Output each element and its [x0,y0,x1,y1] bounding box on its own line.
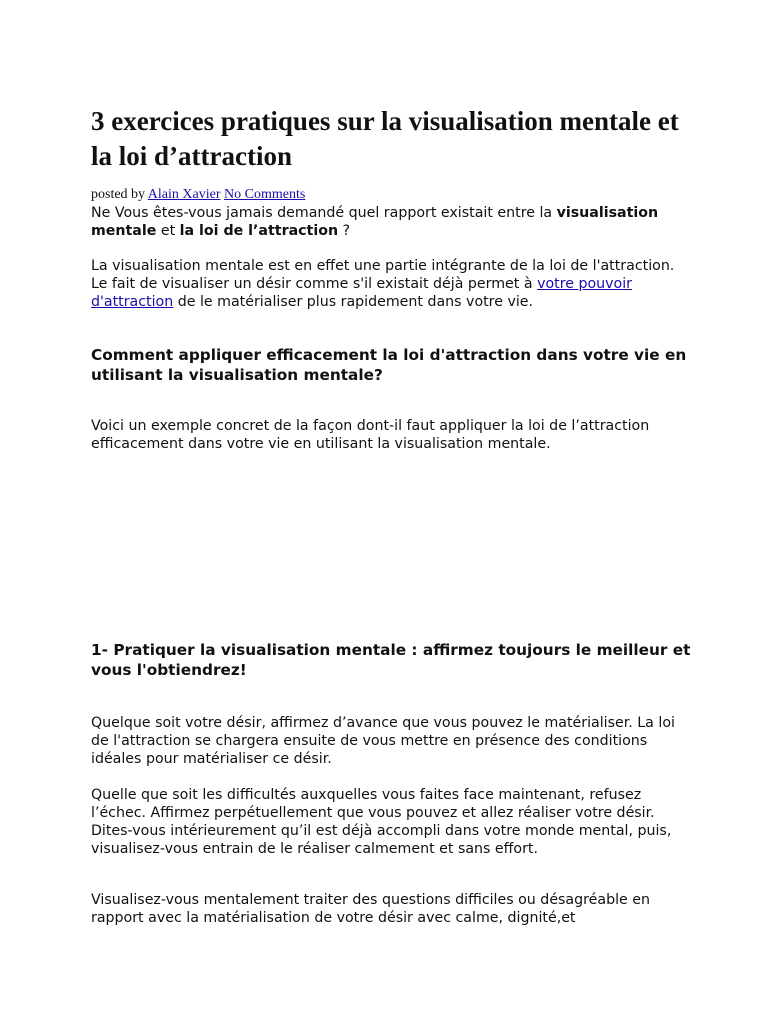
intro-text-1: Ne Vous êtes-vous jamais demandé quel rapport existait entre la [91,205,557,221]
paragraph-4: Quelle que soit les difficultés auxquelles vous faites face maintenant, refusez l’échec. Affirmez perpétuellement que vous pouvez et allez réaliser votre désir. Dites-vous intérieurement qu’il est déjà accompli dans votre monde mental, puis, visualisez-vous entrain de le réaliser calmement et sans effort. [91,787,672,857]
author-link[interactable]: Alain Xavier [147,187,221,202]
post-meta [91,186,305,204]
section-heading-2: 1- Pratiquer la visualisation mentale : affirmez toujours le meilleur et vous l'obtiendrez! [91,641,691,679]
paragraph-1 [91,257,691,311]
intro-bold-visualisation: visualisation mentale [91,205,659,239]
posted-by-label: posted by [91,187,146,202]
paragraph-1-text-before: La visualisation mentale est en effet une partie intégrante de la loi de l'attraction. Le fait de visualiser un désir comme s'il existait déjà permet à [91,258,675,292]
paragraph-3: Quelque soit votre désir, affirmez d’avance que vous pouvez le matérialiser. La loi de l'attraction se chargera ensuite de vous mettre en présence des conditions idéales pour matérialiser ce désir. [91,715,675,767]
intro-paragraph [91,204,691,240]
intro-text-3: ? [338,223,351,239]
paragraph-5: Visualisez-vous mentalement traiter des questions difficiles ou désagréable en rapport avec la matérialisation de votre désir avec calme, dignité,et [91,892,650,926]
intro-text-2: et [156,223,180,239]
paragraph-1-text-after: de le matérialiser plus rapidement dans votre vie. [173,294,534,310]
section-heading-1: Comment appliquer efficacement la loi d'attraction dans votre vie en utilisant la visualisation mentale? [91,346,687,384]
paragraph-2: Voici un exemple concret de la façon dont-il faut appliquer la loi de l’attraction efficacement dans votre vie en utilisant la visualisation mentale. [91,418,650,452]
comments-link[interactable]: No Comments [224,187,306,202]
article-title: 3 exercices pratiques sur la visualisation mentale et la loi d’attraction [91,106,679,171]
intro-bold-loi: la loi de l’attraction [179,223,339,239]
pouvoir-attraction-link[interactable]: votre pouvoir d'attraction [91,276,632,310]
